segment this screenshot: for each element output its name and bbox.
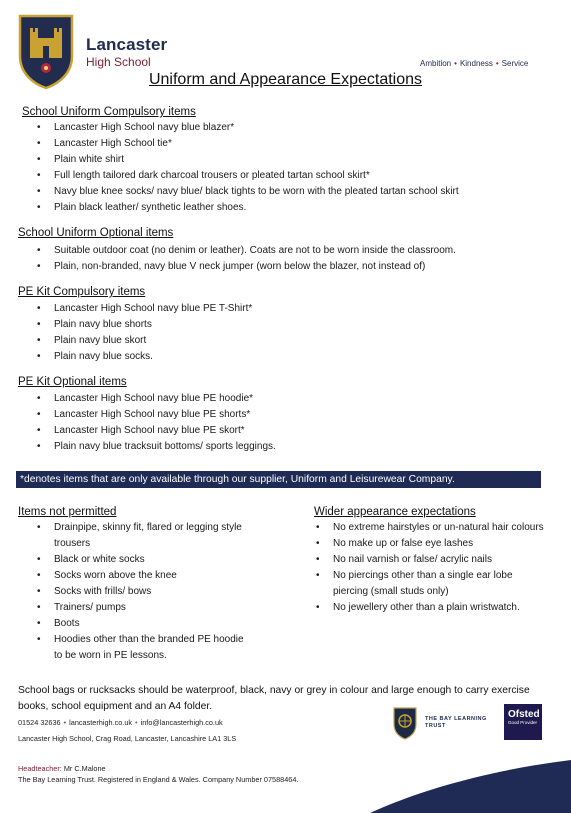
list-item: • No nail varnish or false/ acrylic nails [316,552,544,568]
wider-appearance-list [316,520,544,616]
contact-line: 01524 32636 • lancasterhigh.co.uk • info@lancasterhigh.co.uk [18,718,223,727]
list-item: • Plain navy blue tracksuit bottoms/ sports leggings. [37,439,557,455]
list-item: • Plain navy blue socks. [37,349,557,365]
pe-compulsory-list [37,301,557,365]
not-permitted-list [37,520,247,664]
trust-name: THE BAY LEARNING TRUST [425,716,487,729]
list-item: • Lancaster High School navy blue PE T-Shirt* [37,301,557,317]
list-item: • Suitable outdoor coat (no denim or leather). Coats are not to be worn inside the classroom. [37,243,557,259]
list-item: • No piercings other than a single ear lobe piercing (small studs only) [316,568,544,600]
list-item: • Socks with frills/ bows [37,584,247,600]
section-title-pe-optional: PE Kit Optional items [18,376,127,388]
list-item: • Drainpipe, skinny fit, flared or legging style trousers [37,520,247,552]
list-item: • Lancaster High School navy blue PE hoodie* [37,391,557,407]
list-item: • Plain black leather/ synthetic leather shoes. [37,200,557,216]
phone-number: 01524 32636 [18,718,61,727]
headteacher-name: Mr C.Malone [63,764,106,773]
email-link[interactable]: info@lancasterhigh.co.uk [140,718,223,727]
uniform-compulsory-list [37,120,557,216]
bay-learning-trust-logo [392,706,418,740]
school-subtitle: High School [86,55,151,69]
list-item: • Lancaster High School navy blue PE shorts* [37,407,557,423]
list-item: • Full length tailored dark charcoal trousers or pleated tartan school skirt* [37,168,557,184]
headteacher-label: Headteacher: [18,764,62,773]
list-item: • Hoodies other than the branded PE hoodie to be worn in PE lessons. [37,632,247,664]
school-name: Lancaster [86,35,168,54]
list-item: • No jewellery other than a plain wristwatch. [316,600,544,616]
website-link[interactable]: lancasterhigh.co.uk [69,718,133,727]
headteacher-line [18,764,106,773]
list-item: • Socks worn above the knee [37,568,247,584]
school-bags-note: School bags or rucksacks should be waterproof, black, navy or grey in colour and large enough to carry exercise books, school equipment and an A4 folder. [18,685,530,712]
list-item: • Lancaster High School tie* [37,136,557,152]
section-title-uniform-compulsory: School Uniform Compulsory items [22,106,196,118]
list-item: • Plain navy blue shorts [37,317,557,333]
section-title-not-permitted: Items not permitted [18,506,117,518]
school-address: Lancaster High School, Crag Road, Lancaster, Lancashire LA1 3LS [18,734,237,743]
section-title-wider-appearance: Wider appearance expectations [314,506,476,518]
list-item: • Lancaster High School navy blue PE skort* [37,423,557,439]
ofsted-badge [504,704,542,740]
ofsted-rating: Good Provider [508,720,538,725]
list-item: • Navy blue knee socks/ navy blue/ black tights to be worn with the pleated tartan school skirt [37,184,557,200]
list-item: • No make up or false eye lashes [316,536,544,552]
pe-optional-list [37,391,557,455]
list-item: • No extreme hairstyles or un-natural hair colours [316,520,544,536]
school-motto: Ambition • Kindness • Service [420,59,529,68]
page-title: Uniform and Appearance Expectations [148,71,423,88]
list-item: • Black or white socks [37,552,247,568]
section-title-pe-compulsory: PE Kit Compulsory items [18,286,146,298]
list-item: • Boots [37,616,247,632]
list-item: • Plain white shirt [37,152,557,168]
motto-kindness: Kindness [459,59,493,68]
supplier-note-banner: *denotes items that are only available through our supplier, Uniform and Leisurewear Company. [16,471,541,488]
list-item: • Lancaster High School navy blue blazer* [37,120,557,136]
list-item: • Plain, non-branded, navy blue V neck jumper (worn below the blazer, not instead of) [37,259,557,275]
motto-ambition: Ambition [420,59,452,68]
uniform-optional-list [37,243,557,275]
list-item: • Plain navy blue skort [37,333,557,349]
registration-note: The Bay Learning Trust. Registered in England & Wales. Company Number 07588464. [18,775,299,784]
section-title-uniform-optional: School Uniform Optional items [18,227,174,239]
ofsted-name: Ofsted [508,709,540,720]
list-item: • Trainers/ pumps [37,600,247,616]
motto-service: Service [501,59,529,68]
